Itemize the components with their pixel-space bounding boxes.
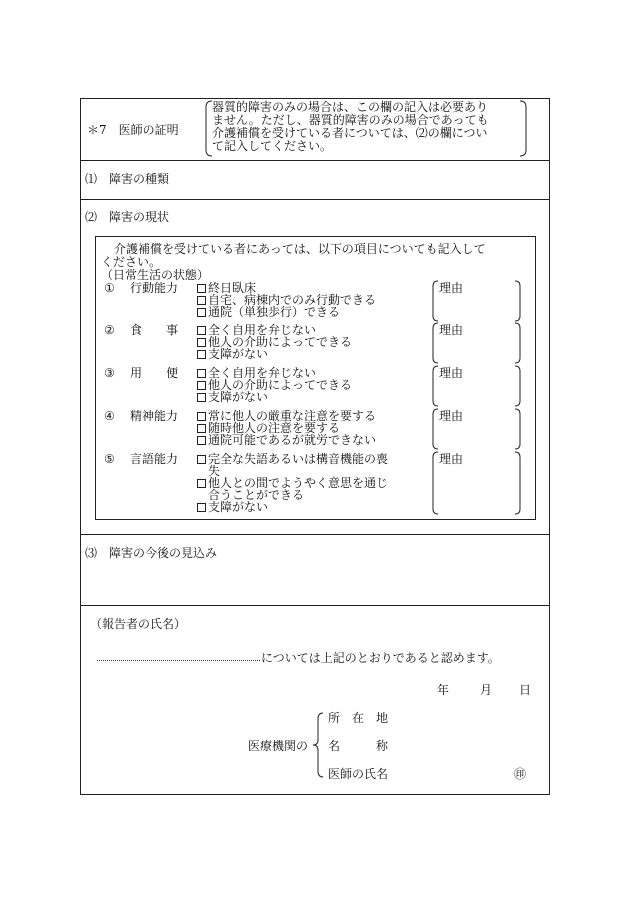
item-disability-type[interactable]: ⑴ 障害の種類 [85,172,170,186]
reporter-name-label: （報告者の氏名） [90,617,187,631]
option-label: 完全な失語あるいは構音機能の喪 [208,452,389,466]
option-label: 支障がない [208,500,269,514]
year-label: 年 [437,683,450,697]
field-doctor-name[interactable]: 医師の氏名 [328,767,389,781]
item-disability-status[interactable]: ⑵ 障害の現状 [85,210,170,224]
option-label: 通院可能であるが就労できない [208,433,377,447]
option-row[interactable] [197,306,340,319]
option-label: 他人との間でようやく意思を通じ [208,476,389,490]
month-label: 月 [480,683,493,697]
divider [80,160,550,161]
reason-label[interactable]: 理由 [439,366,464,380]
reason-label[interactable]: 理由 [439,281,464,295]
field-address[interactable]: 所 在 地 [328,711,389,725]
instruction-line: ください。 [101,255,162,269]
option-row[interactable] [197,434,376,447]
divider [80,605,550,606]
row-number: ④ [104,409,115,423]
daily-life-heading: （日常生活の状態） [101,268,210,282]
option-row[interactable] [197,453,388,466]
divider [80,199,550,200]
row-number: ⑤ [104,452,115,466]
note-line: 介護補償を受けている者については、⑵の欄につい [212,126,488,140]
field-name[interactable]: 名 称 [328,739,389,753]
option-label: 支障がない [208,390,269,404]
option-label: 他人の介助によってできる [208,335,353,349]
checkbox[interactable] [197,381,206,390]
reporter-name-line[interactable] [97,660,260,661]
institution-label: 医療機関の [248,739,309,753]
row-name: 食 事 [130,323,179,337]
option-label: 他人の介助によってできる [208,378,353,392]
reason-label[interactable]: 理由 [439,452,464,466]
checkbox[interactable] [197,350,206,359]
checkbox[interactable] [197,412,206,421]
checkbox[interactable] [197,296,206,305]
row-number: ② [104,323,115,337]
instruction-note [212,101,489,153]
option-label: 自宅、病棟内でのみ行動できる [208,293,377,307]
option-row[interactable] [197,348,268,361]
row-name: 用 便 [130,366,179,380]
note-line: ません。ただし、器質的障害のみの場合であっても [212,113,489,127]
section-title: ＊7 医師の証明 [87,123,179,137]
checkbox[interactable] [197,455,206,464]
checkbox[interactable] [197,479,206,488]
option-label: 全く自用を弁じない [208,323,317,337]
option-label: 支障がない [208,347,269,361]
divider [80,534,550,535]
row-name: 言語能力 [130,452,179,466]
option-label: 随時他人の注意を要する [208,421,341,435]
checkbox[interactable] [197,308,206,317]
reason-label[interactable]: 理由 [439,323,464,337]
seal-icon: ㊞ [514,767,527,781]
checkbox[interactable] [197,369,206,378]
checkbox[interactable] [197,424,206,433]
checkbox[interactable] [197,338,206,347]
instruction-line: 介護補償を受けている者にあっては、以下の項目についても記入して [114,242,486,256]
option-label: 通院（単独歩行）できる [208,305,341,319]
option-row[interactable] [197,391,268,404]
checkbox[interactable] [197,393,206,402]
note-line: て記入してください。 [212,139,333,153]
certification-text: については上記のとおりであると認めます。 [261,651,500,665]
row-number: ③ [104,366,115,380]
row-number: ① [104,281,115,295]
day-label: 日 [519,683,532,697]
checkbox[interactable] [197,436,206,445]
checkbox[interactable] [197,284,206,293]
option-label: 全く自用を弁じない [208,366,317,380]
option-label: 終日臥床 [208,281,257,295]
checkbox[interactable] [197,503,206,512]
note-line: 器質的障害のみの場合は、この欄の記入は必要あり [212,100,489,114]
row-name: 精神能力 [130,409,179,423]
reason-label[interactable]: 理由 [439,409,464,423]
option-label-continued: 失 [208,464,221,478]
option-label-continued: 合うことができる [208,488,305,502]
option-label: 常に他人の厳重な注意を要する [208,409,377,423]
option-row[interactable] [197,501,268,514]
item-future-outlook[interactable]: ⑶ 障害の今後の見込み [85,546,218,560]
row-name: 行動能力 [130,281,179,295]
institution-brace [312,713,324,777]
checkbox[interactable] [197,326,206,335]
note-bracket-right [519,101,527,156]
